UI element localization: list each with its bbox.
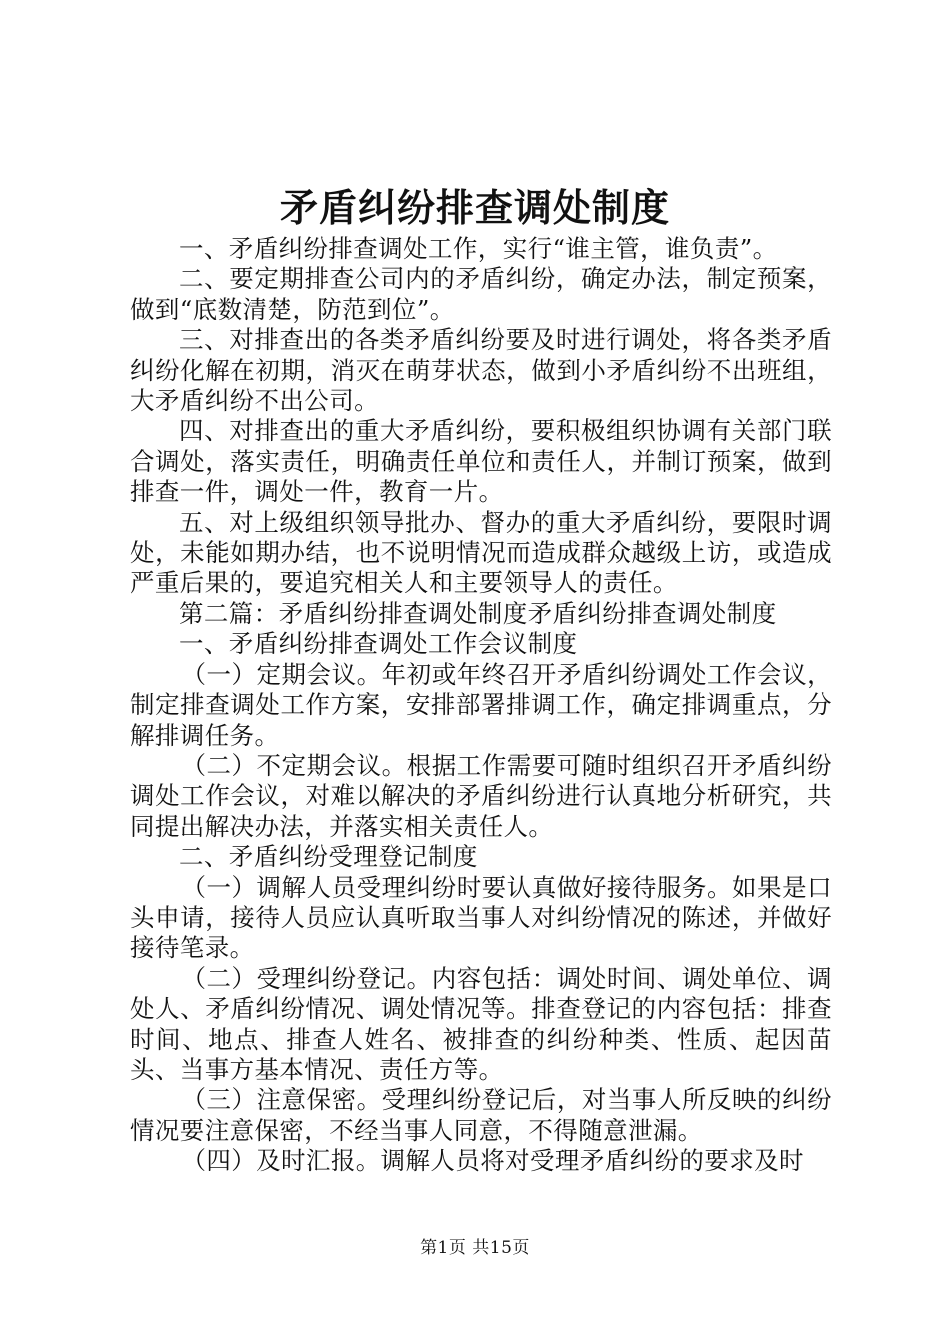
section-heading-meeting-system: 一、矛盾纠纷排查调处工作会议制度 bbox=[179, 629, 578, 659]
paragraph-5: 五、对上级组织领导批办、督办的重大矛盾纠纷，要限时调处，未能如期办结，也不说明情况而造成群众越级上访，或造成严重后果的，要追究相关人和主要领导人的责任。 bbox=[130, 507, 832, 598]
paragraph-registration: （二）受理纠纷登记。内容包括：调处时间、调处单位、调处人、矛盾纠纷情况、调处情况等。排查登记的内容包括：排查时间、地点、排查人姓名、被排查的纠纷种类、性质、起因苗头、当事方基本情况、责任方等。 bbox=[130, 963, 832, 1084]
paragraph-reception-service: （一）调解人员受理纠纷时要认真做好接待服务。如果是口头申请，接待人员应认真听取当事人对纠纷情况的陈述，并做好接待笔录。 bbox=[130, 872, 832, 963]
paragraph-4: 四、对排查出的重大矛盾纠纷，要积极组织协调有关部门联合调处，落实责任，明确责任单位和责任人，并制订预案，做到排查一件，调处一件，教育一片。 bbox=[130, 416, 832, 507]
document-body bbox=[130, 234, 832, 1177]
paragraph-irregular-meeting: （二）不定期会议。根据工作需要可随时组织召开矛盾纠纷调处工作会议，对难以解决的矛盾纠纷进行认真地分析研究，共同提出解决办法，并落实相关责任人。 bbox=[130, 750, 832, 841]
paragraph-regular-meeting: （一）定期会议。年初或年终召开矛盾纠纷调处工作会议，制定排查调处工作方案，安排部署排调工作，确定排调重点，分解排调任务。 bbox=[130, 659, 832, 750]
paragraph-reporting: （四）及时汇报。调解人员将对受理矛盾纠纷的要求及时 bbox=[181, 1146, 804, 1176]
page-number-footer: 第1页 共15页 bbox=[420, 1238, 530, 1258]
paragraph-1: 一、矛盾纠纷排查调处工作，实行“谁主管，谁负责”。 bbox=[179, 234, 778, 263]
paragraph-3: 三、对排查出的各类矛盾纠纷要及时进行调处，将各类矛盾纠纷化解在初期，消灭在萌芽状态，做到小矛盾纠纷不出班组，大矛盾纠纷不出公司。 bbox=[130, 325, 832, 416]
paragraph-2: 二、要定期排查公司内的矛盾纠纷，确定办法，制定预案，做到“底数清楚，防范到位”。 bbox=[130, 264, 832, 324]
paragraph-confidentiality: （三）注意保密。受理纠纷登记后，对当事人所反映的纠纷情况要注意保密，不经当事人同意，不得随意泄漏。 bbox=[130, 1085, 832, 1145]
section-heading-part-two: 第二篇：矛盾纠纷排查调处制度矛盾纠纷排查调处制度 bbox=[179, 598, 777, 628]
section-heading-registration-system: 二、矛盾纠纷受理登记制度 bbox=[179, 842, 478, 872]
document-title: 矛盾纠纷排查调处制度 bbox=[279, 185, 670, 230]
